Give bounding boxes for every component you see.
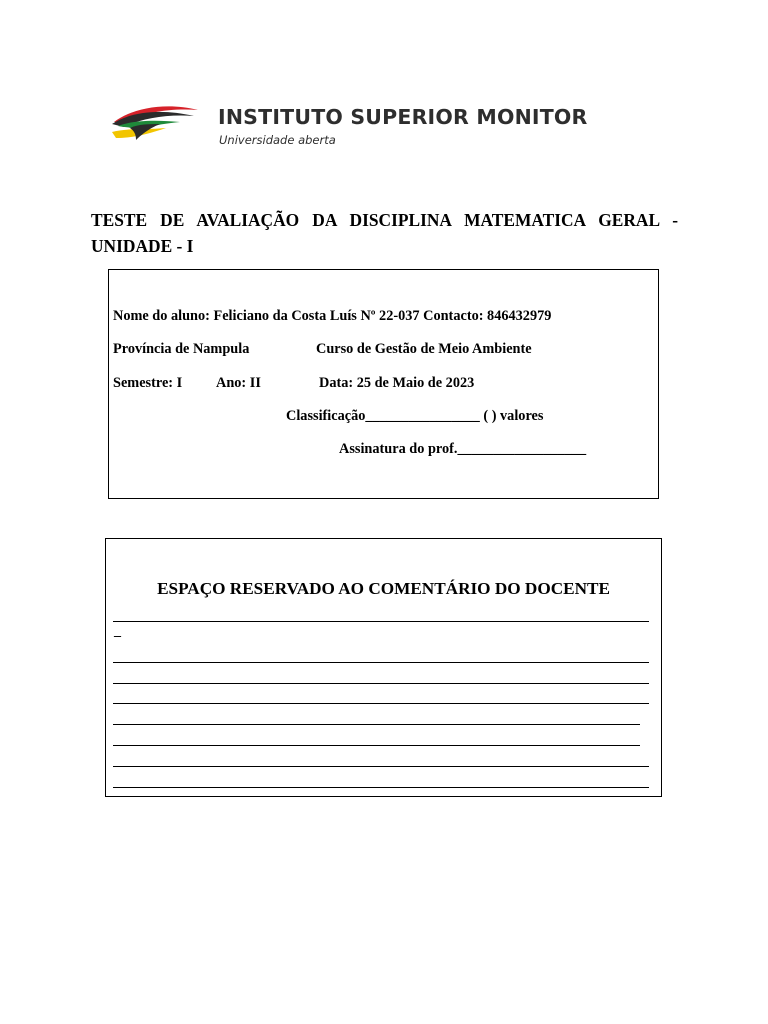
semester: Semestre: I: [113, 375, 183, 391]
comment-line: [113, 703, 649, 704]
classification-field: Classificação________________ ( ) valores: [286, 408, 544, 424]
comment-line: [113, 621, 649, 622]
signature-field: Assinatura do prof.__________________: [339, 441, 587, 457]
teacher-comment-box: [105, 538, 662, 797]
logo: [108, 98, 608, 154]
comment-line: [113, 724, 640, 725]
comment-line: [113, 787, 649, 788]
bird-wings-logo-icon: [108, 100, 204, 144]
student-info-box: [108, 269, 659, 499]
student-line: Nome do aluno: Feliciano da Costa Luís Nº 22-037 Contacto: 846432979: [113, 308, 552, 324]
course: Curso de Gestão de Meio Ambiente: [316, 341, 532, 357]
comment-box-title: ESPAÇO RESERVADO AO COMENTÁRIO DO DOCENTE: [157, 579, 610, 598]
document-title: TESTE DE AVALIAÇÃO DA DISCIPLINA MATEMATICA GERAL - UNIDADE - I: [91, 210, 678, 256]
comment-line: [113, 766, 649, 767]
date: Data: 25 de Maio de 2023: [319, 375, 475, 391]
institution-name: INSTITUTO SUPERIOR MONITOR: [218, 105, 588, 129]
comment-line: [113, 745, 640, 746]
year: Ano: II: [216, 375, 261, 391]
stray-mark: _: [114, 624, 121, 639]
comment-line: [113, 662, 649, 663]
province: Província de Nampula: [113, 341, 250, 357]
institution-tagline: Universidade aberta: [219, 133, 336, 147]
comment-line: [113, 683, 649, 684]
